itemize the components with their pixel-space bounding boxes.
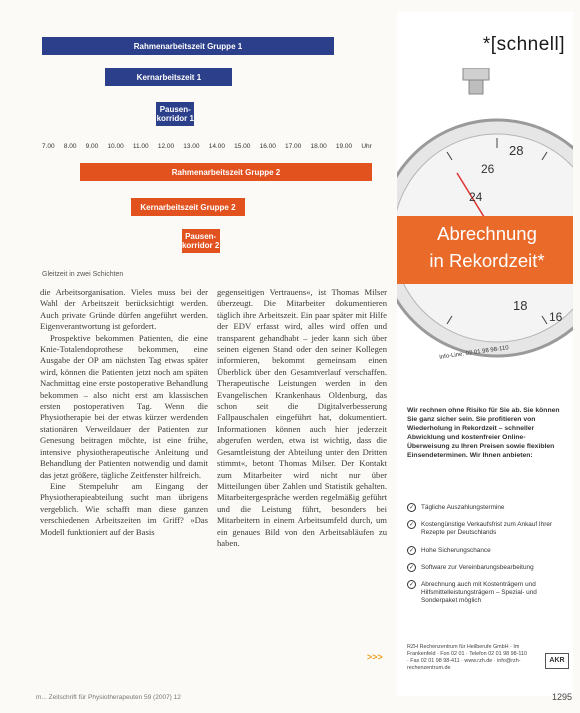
chart-caption: Gleitzeit in zwei Schichten	[42, 271, 124, 278]
headline-line-2: in Rekordzeit*	[429, 250, 545, 271]
schedule-bar: Kernarbeitszeit Gruppe 2	[131, 198, 245, 216]
headline-line-1: Abrechnung	[437, 223, 537, 244]
dial-number: 24	[469, 190, 483, 204]
article-column-2	[217, 287, 387, 549]
dial-number: 18	[513, 298, 528, 313]
check-icon: ✓	[408, 547, 415, 554]
time-tick: 13.00	[183, 143, 200, 150]
paragraph: Prospektive bekommen Patienten, die eine Knie-Totalendoprothese bekommen, eine Ausgabe der OP am nächsten Tag etwas später wird, können die Patienten jetzt noch am späten Nachmittag eine erste postoperative Behandlung bekommen – also nicht erst am klassischen ersten postoperativen Tag. Wenn die Physiotherapie bei der etwas kürzer werdenden stationären Verweildauer der Patienten zur Genesung beitragen möchte, ist eine frühe, intensive physiotherapeutische Anleitung und Behandlung der Patienten notwendig und damit das jetzt größere, tägliche Zeitfenster hilfreich.	[40, 332, 208, 480]
time-tick: 12.00	[157, 143, 175, 150]
ad-intro: Wir rechnen ohne Risiko für Sie ab. Sie können Sie ganz sicher sein. Sie profitieren von Wiederholung in Rekordzeit – schneller Abwicklung und kostenfreier Online-Überweisung zu Ihren Preisen sowie flexiblen Einsendeterminen. Wir Ihnen anbieten:	[407, 407, 560, 459]
time-tick: 19.00	[335, 143, 353, 150]
time-tick: 14.00	[208, 143, 225, 150]
schedule-bar: Pausen- korridor 1	[156, 102, 194, 126]
time-tick: 7.00	[42, 143, 55, 150]
paragraph: die Arbeitsorganisation. Vieles muss bei der Wahl der Arbeitszeit berücksichtigt werden. Auch private Gründe dürfen angeführt werden. Eigenverantwortung ist gefordert.	[40, 287, 208, 332]
time-tick: 9.00	[85, 143, 99, 150]
list-item: ✓ Kostengünstige Verkaufsfrist zum Ankauf Ihrer Rezepte per Deutschlands	[408, 521, 553, 537]
feature-list	[407, 504, 571, 615]
company-logo: AKR	[545, 653, 569, 669]
list-item: ✓ Software zur Vereinbarungsbearbeitung	[408, 563, 534, 571]
time-tick: 16.00	[259, 143, 276, 150]
list-item: ✓ Hohe Sicherungschance	[408, 546, 491, 554]
time-tick: 11.00	[132, 143, 149, 150]
dial-number: 26	[481, 162, 495, 176]
ad-contact: RZH Rechenzentrum für Heilberufe GmbH · Im Frankenfeld · Fon 02 01 · Telefon 02 01 98 98-110 · Fax 02 01 98 98-411 · www.rzh.de · info@rzh-rechenzentrum.de	[407, 644, 527, 671]
hotline: Info-Line: 02 01 98 98-110	[438, 345, 510, 361]
check-icon: ✓	[408, 505, 415, 511]
check-icon: ✓	[408, 522, 415, 529]
list-item: ✓ Abrechnung auch mit Kostenträgern und Hilfsmittelleistungsträgern – Spezial- und Sonderpaket möglich	[408, 581, 537, 605]
time-tick: 15.00	[234, 143, 251, 150]
schedule-bar: Pausen- korridor 2	[182, 229, 220, 253]
time-axis	[42, 143, 372, 150]
journal-footer: m... Zeitschrift für Physiotherapeuten 59 (2007) 12	[36, 694, 181, 701]
dial-number: 16	[549, 310, 563, 324]
check-icon: ✓	[408, 582, 415, 589]
time-tick: 18.00	[310, 143, 327, 150]
article-column-1	[40, 287, 208, 538]
check-icon: ✓	[408, 564, 415, 571]
continue-marker: >>>	[367, 652, 383, 662]
time-tick: Uhr	[361, 143, 372, 150]
page-number: 1295	[551, 692, 572, 702]
time-tick: 10.00	[107, 143, 124, 150]
schedule-bar: Kernarbeitszeit 1	[105, 68, 232, 86]
time-tick: 8.00	[63, 143, 77, 150]
list-item: ✓ Tägliche Auszahlungstermine	[408, 504, 505, 511]
schedule-bar: Rahmenarbeitszeit Gruppe 2	[80, 163, 372, 181]
advertisement	[397, 12, 573, 696]
paragraph: gegenseitigen Vertrauens«, ist Thomas Milser überzeugt. Die Mitarbeiter dokumentieren täglich ihre Arbeitszeit. Ein paar später mit Hilfe der EDV erfasst wird, alles wird offen und transparent gehandhabt – jeder kann sich über seinen eigenen Stand oder den seiner Kollegen informieren, bekommt gemeinsam einen Überblick über den Gesamtverlauf verschaffen. Therapeutische Leistungen werden in den Evangelischen Krankenhaus Oldenburg, das schon seit die Digitalverbesserung Fallpauschalen eingeführt hat, dokumentiert. Informationen können auch hier jederzeit abgerufen werden, etwa ist wichtig, dass die Gesamtleistung der Abteilung unter den Dritten stimmt«, betont Thomas Milser. Der Kontakt zum Mitarbeiter wird nicht nur über Mitteilungen über Zahlen und Statistik gehalten. Mitarbeitergespräche werden regelmäßig geführt und die Leistung führt, besonders bei Mitarbeitern in einem Arbeitsumfeld durch, um ein genaues Bild von den Arbeitsabläufen zu haben.	[217, 287, 387, 548]
paragraph: Eine Stempeluhr am Eingang der Physiotherapieabteilung sucht man übrigens vergeblich. Wie schafft man diese ganzen verschiedenen Arbeitszeiten im Griff? »Das Modell funktioniert auf der Basis	[40, 480, 208, 537]
time-tick: 17.00	[285, 143, 302, 150]
dial-number: 28	[509, 143, 524, 158]
ad-headline	[407, 220, 567, 274]
schedule-bar: Rahmenarbeitszeit Gruppe 1	[42, 37, 334, 55]
ad-brand: *[schnell]	[482, 34, 565, 55]
